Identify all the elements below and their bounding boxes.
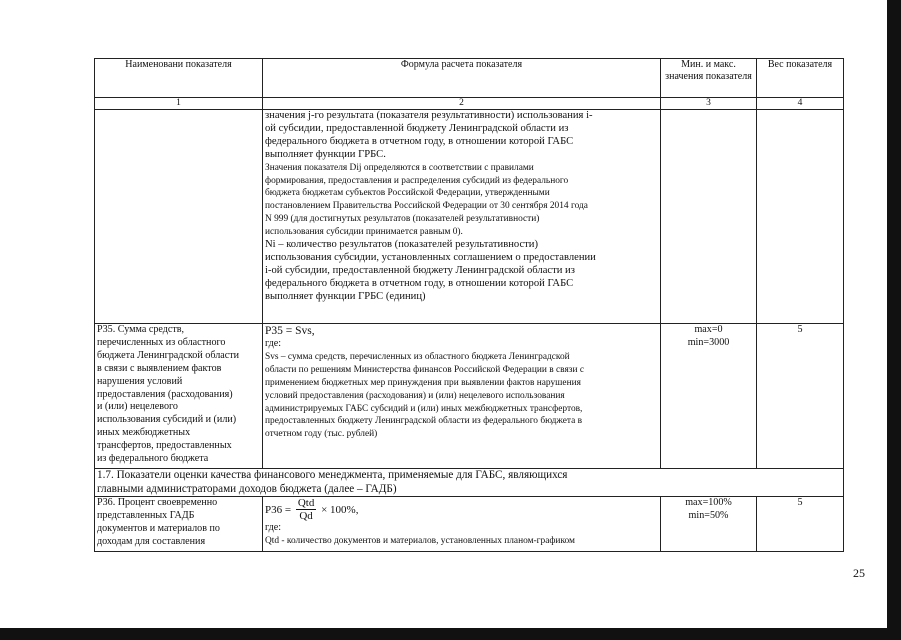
text-line: использования субсидии, установленных соглашением о предоставлении: [265, 251, 596, 263]
header-name: Наименовани показателя: [95, 59, 263, 98]
text-line: отчетном году (тыс. рублей): [265, 429, 378, 440]
text-line: N 999 (для достигнутых результатов (показателей результативности): [265, 214, 540, 225]
column-number: 2: [263, 98, 661, 110]
text-line: федерального бюджета в отчетном году, в отношении которой ГАБС: [265, 277, 574, 289]
text-line: доходам для составления: [97, 535, 206, 547]
p35-formula: P35 = Svs,: [265, 325, 315, 337]
p36-min: min=50%: [688, 509, 729, 521]
header-weight: Вес показателя: [757, 59, 844, 98]
header-minmax: Мин. и макс. значения показателя: [661, 59, 757, 98]
text-line: использования субсидии принимается равным 0).: [265, 227, 463, 238]
p36-formula: [265, 497, 658, 522]
p36-denominator: Qd: [299, 510, 313, 522]
column-number-row: [95, 98, 844, 110]
p35-max: max=0: [694, 324, 723, 335]
where-label: где:: [265, 522, 282, 533]
continuation-name-cell: [95, 110, 263, 324]
continuation-row: [95, 110, 844, 324]
continuation-weight-cell: [757, 110, 844, 324]
p35-minmax-cell: [661, 324, 757, 469]
text-line: администрируемых ГАБС субсидий и (или) иных межбюджетных трансфертов,: [265, 403, 583, 414]
text-line: предоставленных бюджету Ленинградской области из федерального бюджета в: [265, 416, 583, 427]
text-line: Р35. Сумма средств,: [97, 324, 185, 335]
text-line: из федерального бюджета: [97, 453, 209, 465]
table-row-p36: [95, 497, 844, 552]
text-line: i-ой субсидии, предоставленной бюджету Ленинградской области из: [265, 264, 575, 276]
text-line: выполняет функции ГРБС.: [265, 148, 386, 160]
section-heading-row: [95, 469, 844, 497]
p36-weight: 5: [757, 497, 844, 552]
p36-minmax-cell: [661, 497, 757, 552]
text-line: выполняет функции ГРБС (единиц): [265, 290, 426, 302]
table-header-row: [95, 59, 844, 98]
header-formula: Формула расчета показателя: [263, 59, 661, 98]
p36-formula-lhs: P36 =: [265, 503, 292, 516]
table-row-p35: [95, 324, 844, 469]
text-line: Значения показателя Dij определяются в соответствии с правилами: [265, 162, 534, 173]
p36-fraction: [296, 497, 317, 522]
p35-weight: 5: [757, 324, 844, 469]
section-heading-line: 1.7. Показатели оценки качества финансового менеджмента, применяемые для ГАБС, являющихся: [97, 469, 568, 481]
where-label: где:: [265, 338, 282, 349]
continuation-formula-cell: [263, 110, 661, 324]
text-line: предоставления (расходования): [97, 388, 233, 400]
page-number: 25: [853, 566, 865, 580]
p36-name-cell: [95, 497, 263, 552]
scan-border-bottom: [0, 628, 901, 640]
text-line: документов и материалов по: [97, 522, 220, 534]
text-line: применением бюджетных мер принуждения при выявлении фактов нарушения: [265, 377, 581, 388]
indicator-table: [94, 58, 844, 552]
text-line: Р36. Процент своевременно: [97, 497, 218, 508]
text-line: Ni – количество результатов (показателей результативности): [265, 239, 538, 251]
column-number: 1: [95, 98, 263, 110]
p36-numerator: Qtd: [297, 497, 315, 509]
text-line: Qtd - количество документов и материалов, установленных планом-графиком: [265, 535, 575, 546]
text-line: формирования, предоставления и распределения субсидий из федерального: [265, 175, 569, 186]
section-heading: [95, 469, 844, 497]
text-line: Svs – сумма средств, перечисленных из областного бюджета Ленинградской: [265, 351, 570, 362]
text-line: и (или) нецелевого: [97, 401, 178, 413]
column-number: 3: [661, 98, 757, 110]
text-line: области по решениям Министерства финансов Российской Федерации в связи с: [265, 364, 584, 375]
p35-name-cell: [95, 324, 263, 469]
text-line: трансфертов, предоставленных: [97, 440, 232, 452]
text-line: представленных ГАДБ: [97, 509, 195, 521]
text-line: условий предоставления (расходования) и (или) нецелевого использования: [265, 390, 565, 401]
text-line: федерального бюджета в отчетном году, в отношении которой ГАБС: [265, 135, 574, 147]
p35-min: min=3000: [687, 336, 730, 348]
text-line: иных межбюджетных: [97, 427, 191, 439]
scan-border-right: [887, 0, 901, 640]
text-line: постановлением Правительства Российской Федерации от 30 сентября 2014 года: [265, 201, 588, 212]
p36-formula-cell: [263, 497, 661, 552]
text-line: бюджета бюджетам субъектов Российской Федерации, утвержденными: [265, 188, 550, 199]
text-line: нарушения условий: [97, 375, 183, 387]
text-line: перечисленных из областного: [97, 336, 226, 348]
text-line: ой субсидии, предоставленной бюджету Ленинградской области из: [265, 122, 569, 134]
continuation-minmax-cell: [661, 110, 757, 324]
p36-max: max=100%: [685, 497, 732, 508]
column-number: 4: [757, 98, 844, 110]
text-line: бюджета Ленинградской области: [97, 349, 240, 361]
section-heading-line: главными администраторами доходов бюджета (далее – ГАДБ): [97, 482, 397, 495]
text-line: в связи с выявлением фактов: [97, 362, 222, 374]
p35-formula-cell: [263, 324, 661, 469]
text-line: использования субсидий и (или): [97, 414, 237, 426]
p36-formula-rhs: × 100%,: [321, 503, 359, 516]
text-line: значения j-го результата (показателя результативности) использования i-: [265, 110, 593, 121]
